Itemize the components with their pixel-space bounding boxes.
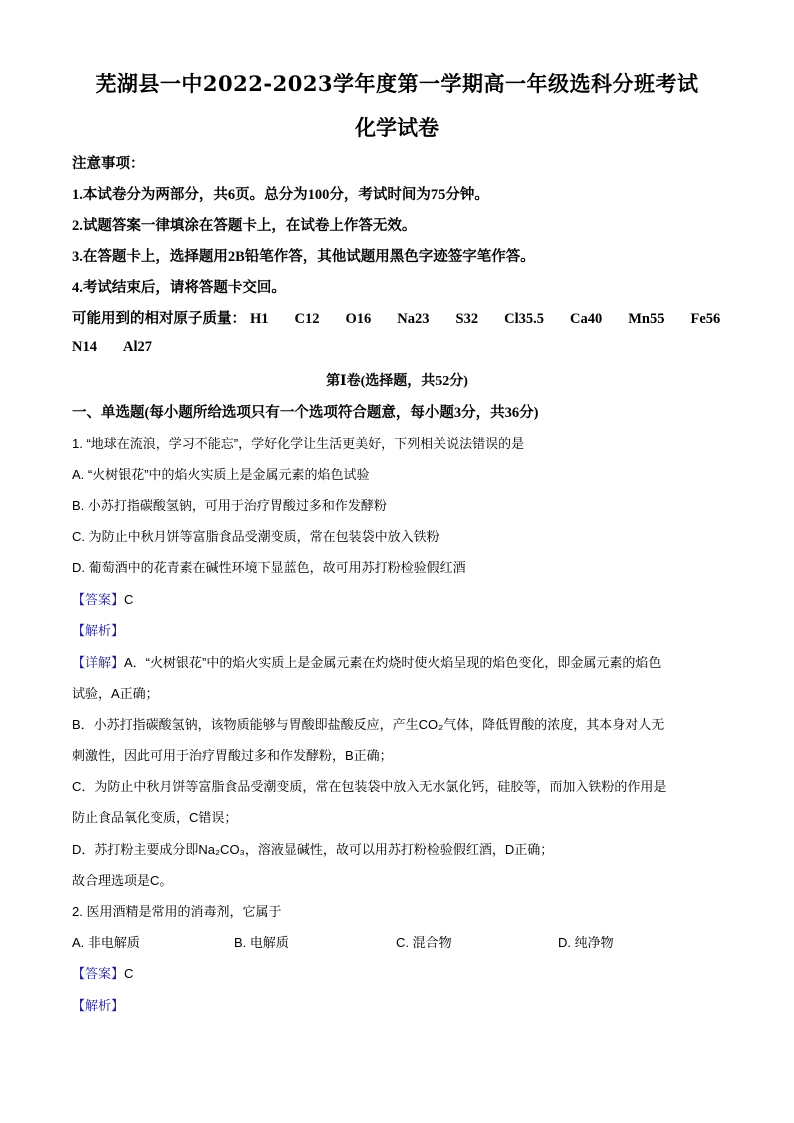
q1-detail-tag: 【详解】: [72, 655, 125, 670]
mass-cl: Cl35.5: [504, 311, 544, 327]
q1-detail-line-1: [72, 652, 661, 672]
q2-option-a: A. 非电解质: [72, 935, 140, 950]
q1-detail-text-1: A．“火树银花”中的焰火实质上是金属元素在灼烧时使火焰呈现的焰色变化，即金属元素的焰色: [124, 655, 662, 670]
mass-c: C12: [294, 311, 320, 327]
q2-option-d: D. 纯净物: [558, 935, 614, 950]
q1-option-d: D. 葡萄酒中的花青素在碱性环境下显蓝色，故可用苏打粉检验假红酒: [72, 560, 466, 575]
mass-s: S32: [455, 311, 479, 327]
q1-answer: [72, 589, 133, 609]
q2-answer: [72, 963, 133, 983]
q1-analysis-tag: 【解析】: [72, 623, 125, 638]
q1-option-a: A. “火树银花”中的焰火实质上是金属元素的焰色试验: [72, 467, 370, 482]
mass-n: N14: [72, 339, 97, 355]
q1-detail-line-7: D．苏打粉主要成分即Na₂CO₃，溶液显碱性，故可以用苏打粉检验假红酒，D正确；: [72, 842, 554, 857]
q2-answer-tag: 【答案】: [72, 966, 125, 981]
q1-detail-line-3: B．小苏打指碳酸氢钠，该物质能够与胃酸即盐酸反应，产生CO₂气体，降低胃酸的浓度，其本身对人无: [72, 717, 665, 732]
q1-detail-line-4: 刺激性，因此可用于治疗胃酸过多和作发酵粉，B正确；: [72, 748, 393, 763]
mass-na: Na23: [397, 311, 430, 327]
part1-title: 第Ⅰ卷(选择题，共52分): [326, 374, 468, 389]
mass-o: O16: [345, 311, 372, 327]
q2-stem: 2. 医用酒精是常用的消毒剂，它属于: [72, 904, 282, 919]
q1-detail-line-2: 试验，A正确；: [72, 686, 159, 701]
notice-item-1: 1.本试卷分为两部分，共6页。总分为100分，考试时间为75分钟。: [72, 187, 489, 203]
q1-answer-tag: 【答案】: [72, 592, 125, 607]
q1-stem: 1. “地球在流浪，学习不能忘”，学好化学让生活更美好，下列相关说法错误的是: [72, 436, 525, 451]
atomic-masses-line-2: [72, 339, 178, 356]
atomic-masses-label: 可能用到的相对原子质量：: [72, 311, 246, 327]
notice-item-3: 3.在答题卡上，选择题用2B铅笔作答，其他试题用黑色字迹签字笔作答。: [72, 249, 535, 265]
q2-option-b: B. 电解质: [234, 935, 289, 950]
mass-ca: Ca40: [569, 311, 603, 327]
mass-al: Al27: [122, 339, 152, 355]
q1-detail-line-6: 防止食品氧化变质，C错误；: [72, 810, 238, 825]
section-heading: 一、单选题(每小题所给选项只有一个选项符合题意，每小题3分，共36分): [72, 405, 539, 421]
mass-h: H1: [250, 311, 269, 327]
q1-option-c: C. 为防止中秋月饼等富脂食品受潮变质，常在包装袋中放入铁粉: [72, 529, 440, 544]
notice-item-2: 2.试题答案一律填涂在答题卡上，在试卷上作答无效。: [72, 218, 417, 234]
q2-answer-value: C: [124, 966, 134, 981]
notice-item-4: 4.考试结束后，请将答题卡交回。: [72, 280, 286, 296]
mass-mn: Mn55: [628, 311, 665, 327]
exam-title: 芜湖县一中2022-2023学年度第一学期高一年级选科分班考试: [95, 71, 699, 96]
subject-title: 化学试卷: [355, 115, 439, 140]
mass-fe: Fe56: [690, 311, 721, 327]
q1-option-b: B. 小苏打指碳酸氢钠，可用于治疗胃酸过多和作发酵粉: [72, 498, 387, 513]
q2-options: [72, 932, 720, 951]
atomic-masses-line-1: [72, 307, 720, 328]
q2-analysis-tag: 【解析】: [72, 998, 125, 1013]
q2-option-c: C. 混合物: [396, 935, 452, 950]
q1-answer-value: C: [124, 592, 134, 607]
q1-detail-line-8: 故合理选项是C。: [72, 873, 173, 888]
q1-detail-line-5: C．为防止中秋月饼等富脂食品受潮变质，常在包装袋中放入无水氯化钙，硅胶等，而加入铁粉的作用是: [72, 779, 667, 794]
notice-heading: 注意事项：: [72, 156, 145, 172]
